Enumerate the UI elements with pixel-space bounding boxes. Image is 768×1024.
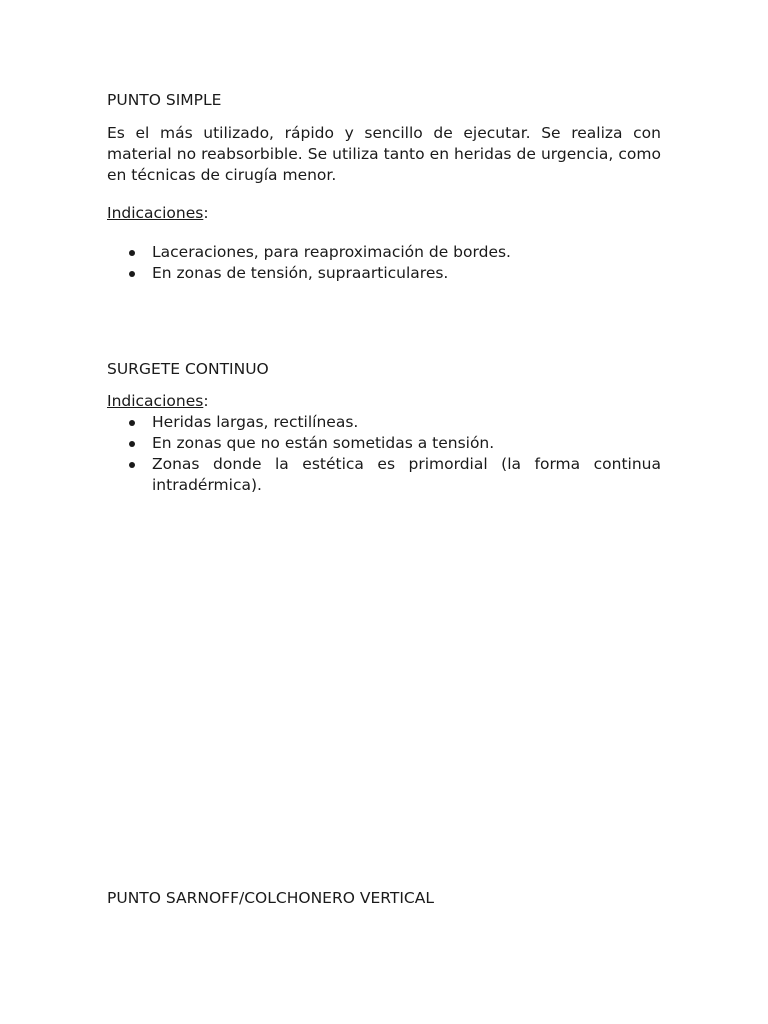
section-title: SURGETE CONTINUO	[107, 360, 269, 378]
list-item: Laceraciones, para reaproximación de bordes.	[107, 242, 661, 263]
indications-list	[107, 242, 661, 284]
indications-colon: :	[203, 204, 209, 222]
indications-label: Indicaciones	[107, 392, 204, 410]
section-surgete-continuo	[107, 359, 661, 380]
indications-label-line	[107, 203, 661, 224]
bullet-icon	[129, 420, 135, 426]
indications-colon: :	[203, 392, 209, 410]
indications-list	[107, 412, 661, 496]
indications-label-line	[107, 391, 661, 412]
section-title: PUNTO SARNOFF/COLCHONERO VERTICAL	[107, 889, 434, 907]
bullet-icon	[129, 462, 135, 468]
bullet-icon	[129, 441, 135, 447]
indications-label: Indicaciones	[107, 204, 204, 222]
section-title: PUNTO SIMPLE	[107, 91, 222, 109]
list-item: Heridas largas, rectilíneas.	[107, 412, 661, 433]
section-punto-simple	[107, 90, 661, 111]
list-item: En zonas que no están sometidas a tensión.	[107, 433, 661, 454]
bullet-icon	[129, 250, 135, 256]
section-punto-sarnoff	[107, 888, 661, 909]
section-punto-simple-body	[107, 123, 661, 186]
bullet-icon	[129, 271, 135, 277]
list-item: En zonas de tensión, supraarticulares.	[107, 263, 661, 284]
list-item: Zonas donde la estética es primordial (la forma continua intradérmica).	[107, 454, 661, 496]
section-paragraph: Es el más utilizado, rápido y sencillo de ejecutar. Se realiza con material no reabsorbible. Se utiliza tanto en heridas de urgencia, como en técnicas de cirugía menor.	[107, 124, 661, 184]
